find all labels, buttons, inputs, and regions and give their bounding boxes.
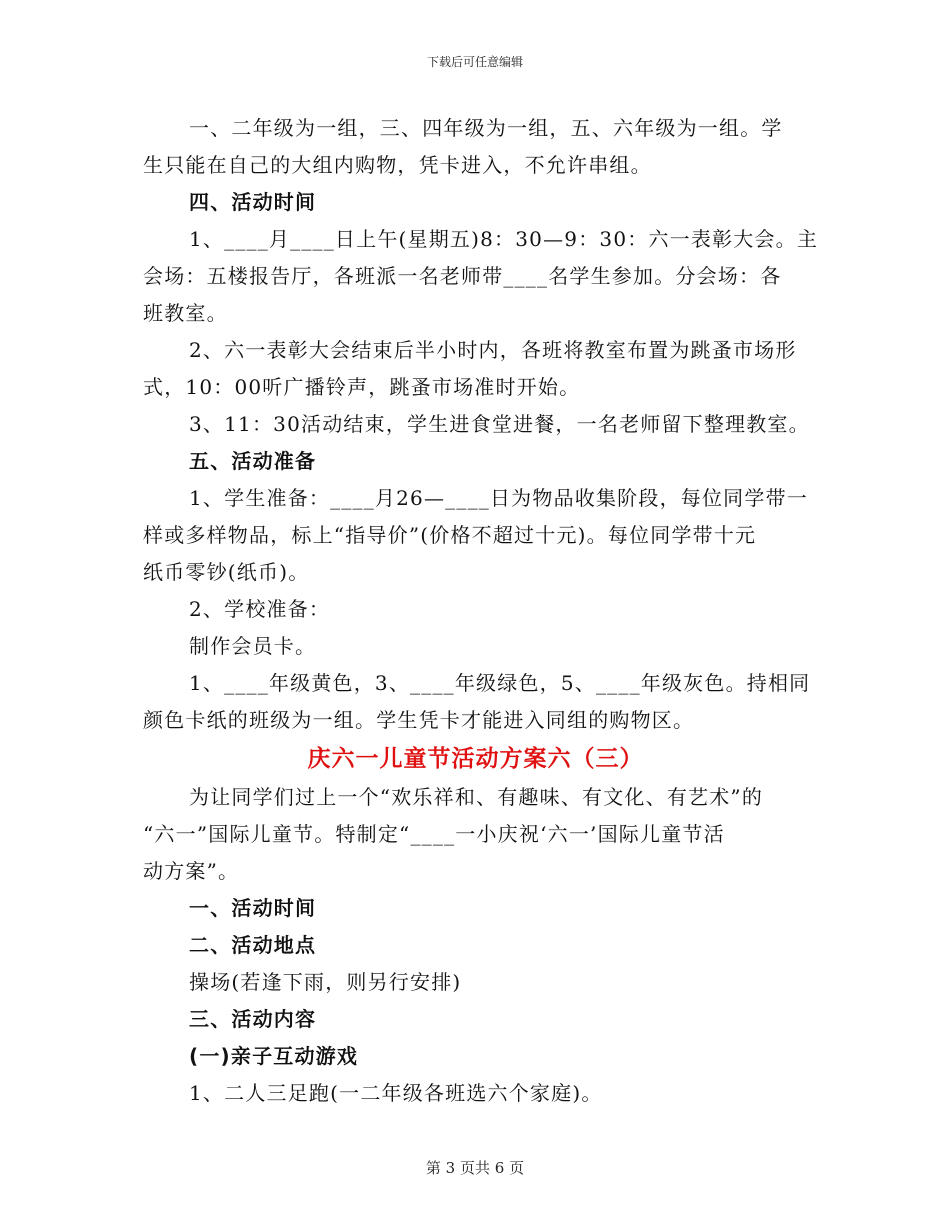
paragraph-line: 操场(若逢下雨，则另行安排) (189, 970, 462, 994)
paragraph-line: 会场：五楼报告厅，各班派一名老师带____名学生参加。分会场：各 (143, 264, 782, 288)
heading-line: 二、活动地点 (189, 933, 317, 957)
heading-line: 一、活动时间 (189, 896, 317, 920)
paragraph-line: 为让同学们过上一个“欢乐祥和、有趣味、有文化、有艺术”的 (189, 785, 764, 809)
paragraph-line: 1、学生准备：____月26—____日为物品收集阶段，每位同学带一 (189, 486, 808, 510)
paragraph-line: “六一”国际儿童节。特制定“____一小庆祝‘六一’国际儿童节活 (143, 822, 725, 846)
paragraph-line: 1、二人三足跑(一二年级各班选六个家庭)。 (189, 1081, 603, 1105)
paragraph-line: 式，10：00听广播铃声，跳蚤市场准时开始。 (143, 375, 581, 399)
paragraph-line: 颜色卡纸的班级为一组。学生凭卡才能进入同组的购物区。 (143, 708, 695, 732)
heading-line: (一)亲子互动游戏 (189, 1044, 359, 1068)
heading-line: 三、活动内容 (189, 1007, 317, 1031)
page-number: 第 3 页共 6 页 (425, 1159, 525, 1177)
paragraph-line: 2、六一表彰大会结束后半小时内，各班将教室布置为跳蚤市场形 (189, 338, 797, 362)
paragraph-line: 一、二年级为一组，三、四年级为一组，五、六年级为一组。学 (189, 116, 783, 140)
section-title: 庆六一儿童节活动方案六（三） (307, 746, 644, 772)
paragraph-line: 纸币零钞(纸币)。 (143, 560, 310, 584)
paragraph-line: 1、____年级黄色，3、____年级绿色，5、____年级灰色。持相同 (189, 671, 811, 695)
document-body (143, 110, 819, 1112)
paragraph-line: 1、____月____日上午(星期五)8：30—9：30：六一表彰大会。主 (189, 227, 819, 251)
heading-line: 五、活动准备 (189, 449, 317, 473)
header-note: 下载后可任意编辑 (426, 55, 523, 69)
paragraph-line: 3、11：30活动结束，学生进食堂进餐，一名老师留下整理教室。 (189, 412, 810, 436)
paragraph-line: 制作会员卡。 (189, 634, 317, 658)
heading-line: 四、活动时间 (189, 190, 317, 214)
document-part-1 (143, 110, 819, 739)
document-part-2 (143, 779, 808, 1112)
paragraph-line: 班教室。 (143, 301, 228, 325)
paragraph-line: 样或多样物品，标上“指导价”(价格不超过十元)。每位同学带十元 (143, 523, 757, 547)
paragraph-line: 生只能在自己的大组内购物，凭卡进入，不允许串组。 (143, 153, 652, 177)
paragraph-line: 2、学校准备： (189, 597, 331, 621)
paragraph-line: 动方案”。 (143, 859, 240, 883)
